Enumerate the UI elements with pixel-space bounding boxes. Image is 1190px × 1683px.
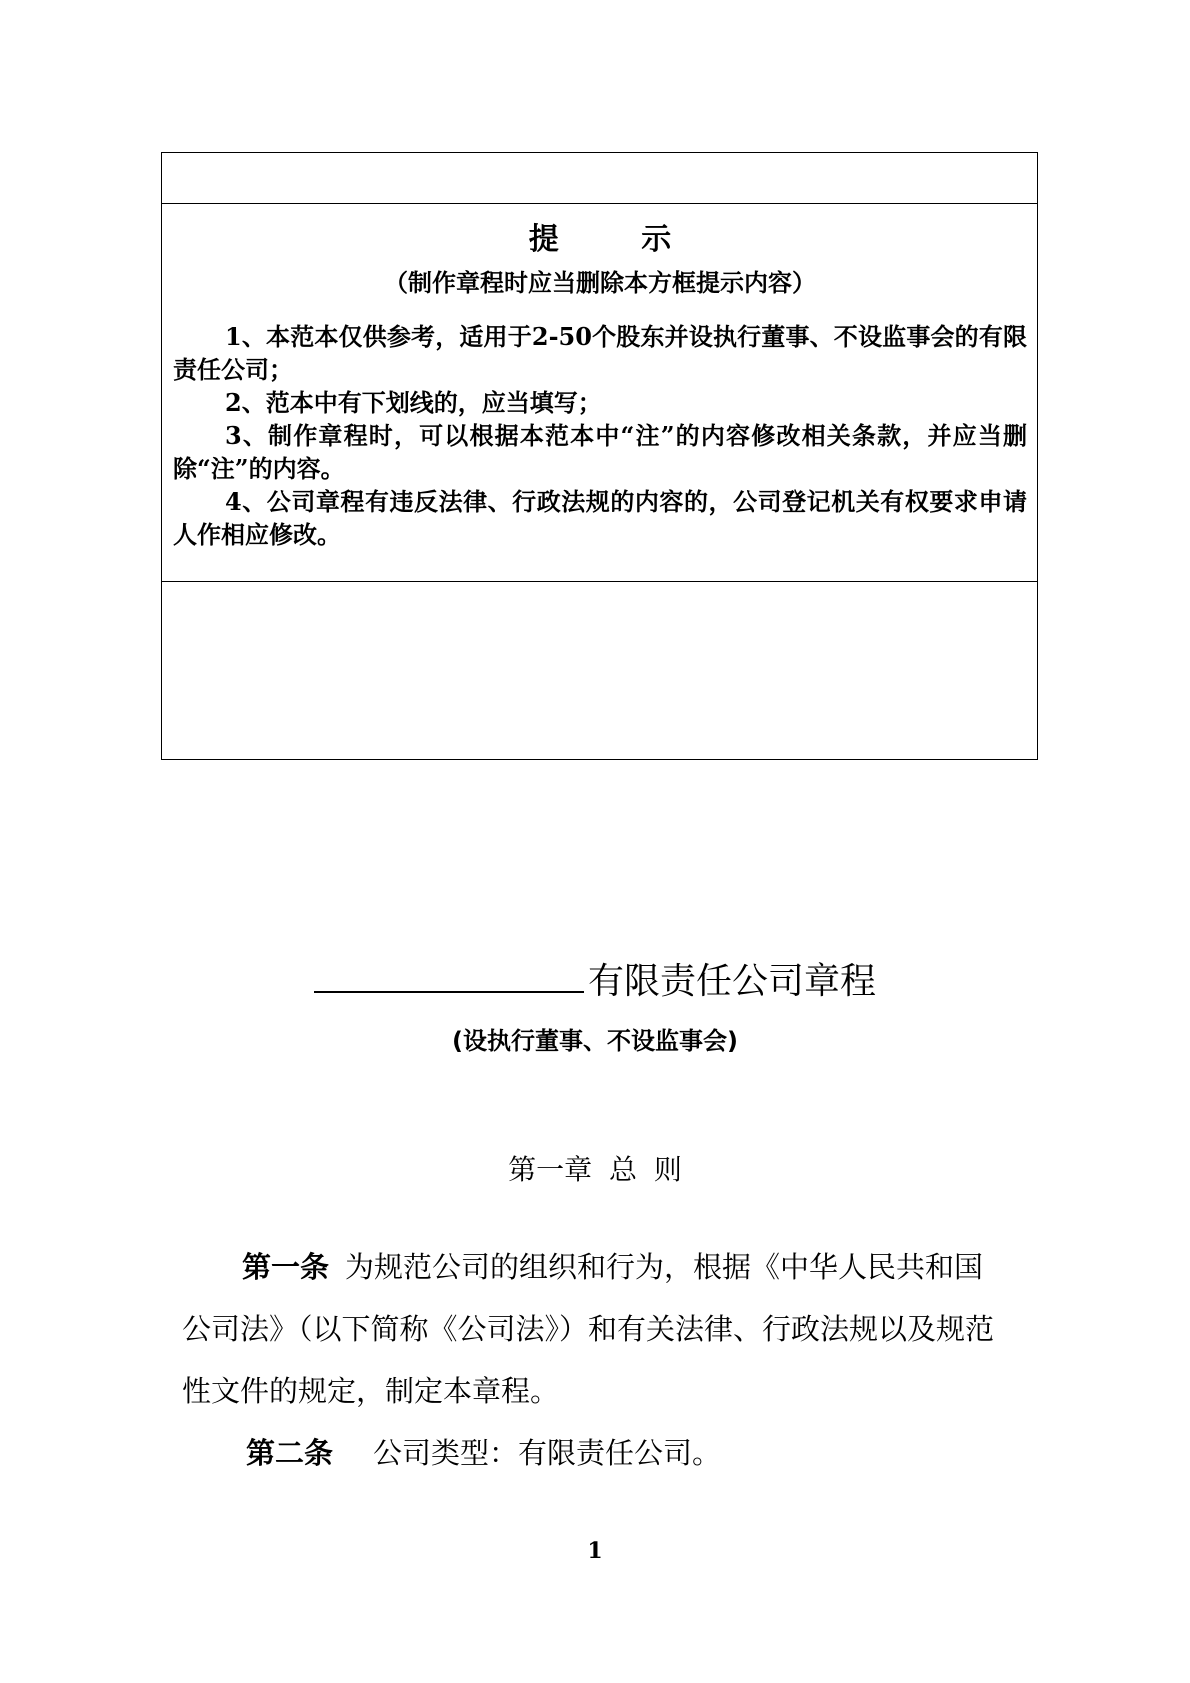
company-name-blank[interactable] bbox=[314, 955, 584, 993]
article-number: 第一条 bbox=[242, 1250, 330, 1284]
document-subtitle: (设执行董事、不设监事会) bbox=[452, 1027, 738, 1055]
notice-item: 2、范本中有下划线的，应当填写； bbox=[225, 388, 602, 417]
notice-subtitle: （制作章程时应当删除本方框提示内容） bbox=[384, 268, 816, 297]
article-number: 第二条 bbox=[246, 1436, 334, 1470]
notice-box bbox=[161, 152, 1038, 760]
chapter-title: 第一章 总 则 bbox=[508, 1153, 682, 1186]
article-text: 为规范公司的组织和行为，根据《中华人民共和国公司法》（以下简称《公司法》）和有关法律、行政法规以及规范性文件的规定，制定本章程。 bbox=[182, 1250, 995, 1408]
document-title-text: 有限责任公司章程 bbox=[587, 961, 876, 1002]
notice-box-content bbox=[162, 204, 1037, 582]
page-number: 1 bbox=[587, 1538, 603, 1564]
notice-box-bottom-row bbox=[162, 582, 1037, 758]
article-1 bbox=[182, 1236, 1012, 1422]
notice-title: 提 示 bbox=[528, 222, 708, 257]
notice-item: 3、制作章程时，可以根据本范本中“注”的内容修改相关条款，并应当删除“注”的内容。 bbox=[173, 421, 1027, 483]
article-text: 公司类型：有限责任公司。 bbox=[373, 1436, 722, 1470]
notice-item: 4、公司章程有违反法律、行政法规的内容的，公司登记机关有权要求申请人作相应修改。 bbox=[173, 487, 1027, 549]
notice-item: 1、本范本仅供参考，适用于2-50个股东并设执行董事、不设监事会的有限责任公司； bbox=[173, 322, 1027, 384]
document-title bbox=[0, 955, 1190, 1006]
article-2 bbox=[246, 1422, 1026, 1484]
notice-box-top-row bbox=[162, 153, 1037, 204]
